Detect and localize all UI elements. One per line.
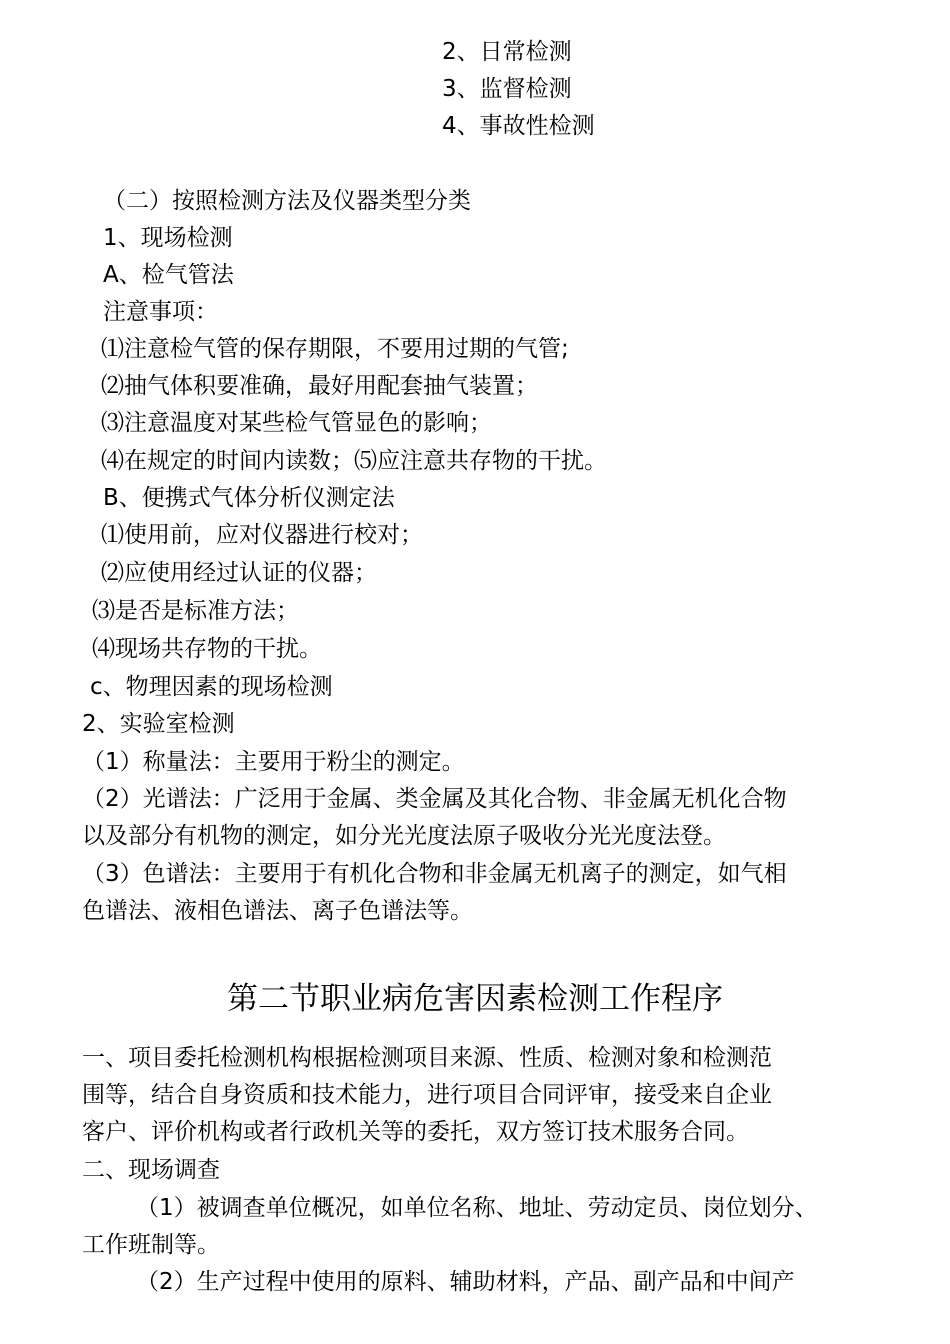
paragraph-line: （2）光谱法：广泛用于金属、类金属及其化合物、非金属无机化合物 <box>82 786 787 812</box>
list-item-routine-inspection: 2、日常检测 <box>442 39 572 65</box>
lab-inspection-title: 2、实验室检测 <box>82 711 235 737</box>
list-item: ⑷现场共存物的干扰。 <box>92 636 322 662</box>
physical-factors-title: c、物理因素的现场检测 <box>90 674 333 700</box>
list-item: ⑵应使用经过认证的仪器； <box>101 560 377 586</box>
list-item: ⑵抽气体积要准确，最好用配套抽气装置； <box>101 373 538 399</box>
paragraph-line: （1）被调查单位概况，如单位名称、地址、劳动定员、岗位划分、 <box>136 1195 818 1221</box>
paragraph-line: 色谱法、液相色谱法、离子色谱法等。 <box>82 898 473 924</box>
list-item-supervisory-inspection: 3、监督检测 <box>442 76 572 102</box>
paragraph-line: 一、项目委托检测机构根据检测项目来源、性质、检测对象和检测范 <box>82 1045 772 1071</box>
gas-tube-method-title: A、检气管法 <box>103 262 234 288</box>
paragraph-line: 围等，结合自身资质和技术能力，进行项目合同评审，接受来自企业 <box>82 1082 772 1108</box>
section-heading: 第二节职业病危害因素检测工作程序 <box>227 981 723 1017</box>
paragraph-line: （3）色谱法：主要用于有机化合物和非金属无机离子的测定，如气相 <box>82 861 787 887</box>
paragraph-line: 以及部分有机物的测定，如分光光度法原子吸收分光光度法登。 <box>82 823 726 849</box>
list-item: ⑶注意温度对某些检气管显色的影响； <box>101 410 492 436</box>
paragraph-line: （1）称量法：主要用于粉尘的测定。 <box>82 749 465 775</box>
list-item-accident-inspection: 4、事故性检测 <box>442 113 595 139</box>
list-item: ⑷在规定的时间内读数；⑸应注意共存物的干扰。 <box>101 448 607 474</box>
field-inspection-title: 1、现场检测 <box>103 225 233 251</box>
notes-label: 注意事项： <box>103 299 218 325</box>
portable-analyzer-title: B、便携式气体分析仪测定法 <box>103 485 395 511</box>
paragraph-line: 工作班制等。 <box>82 1232 220 1258</box>
list-item: ⑴使用前，应对仪器进行校对； <box>101 522 423 548</box>
section-two-title: （二）按照检测方法及仪器类型分类 <box>103 188 471 214</box>
list-item: ⑶是否是标准方法； <box>92 598 299 624</box>
paragraph-line: （2）生产过程中使用的原料、辅助材料，产品、副产品和中间产 <box>136 1269 795 1295</box>
list-item: ⑴注意检气管的保存期限，不要用过期的气管; <box>101 336 569 362</box>
site-survey-title: 二、现场调查 <box>82 1157 220 1183</box>
paragraph-line: 客户、评价机构或者行政机关等的委托，双方签订技术服务合同。 <box>82 1119 749 1145</box>
